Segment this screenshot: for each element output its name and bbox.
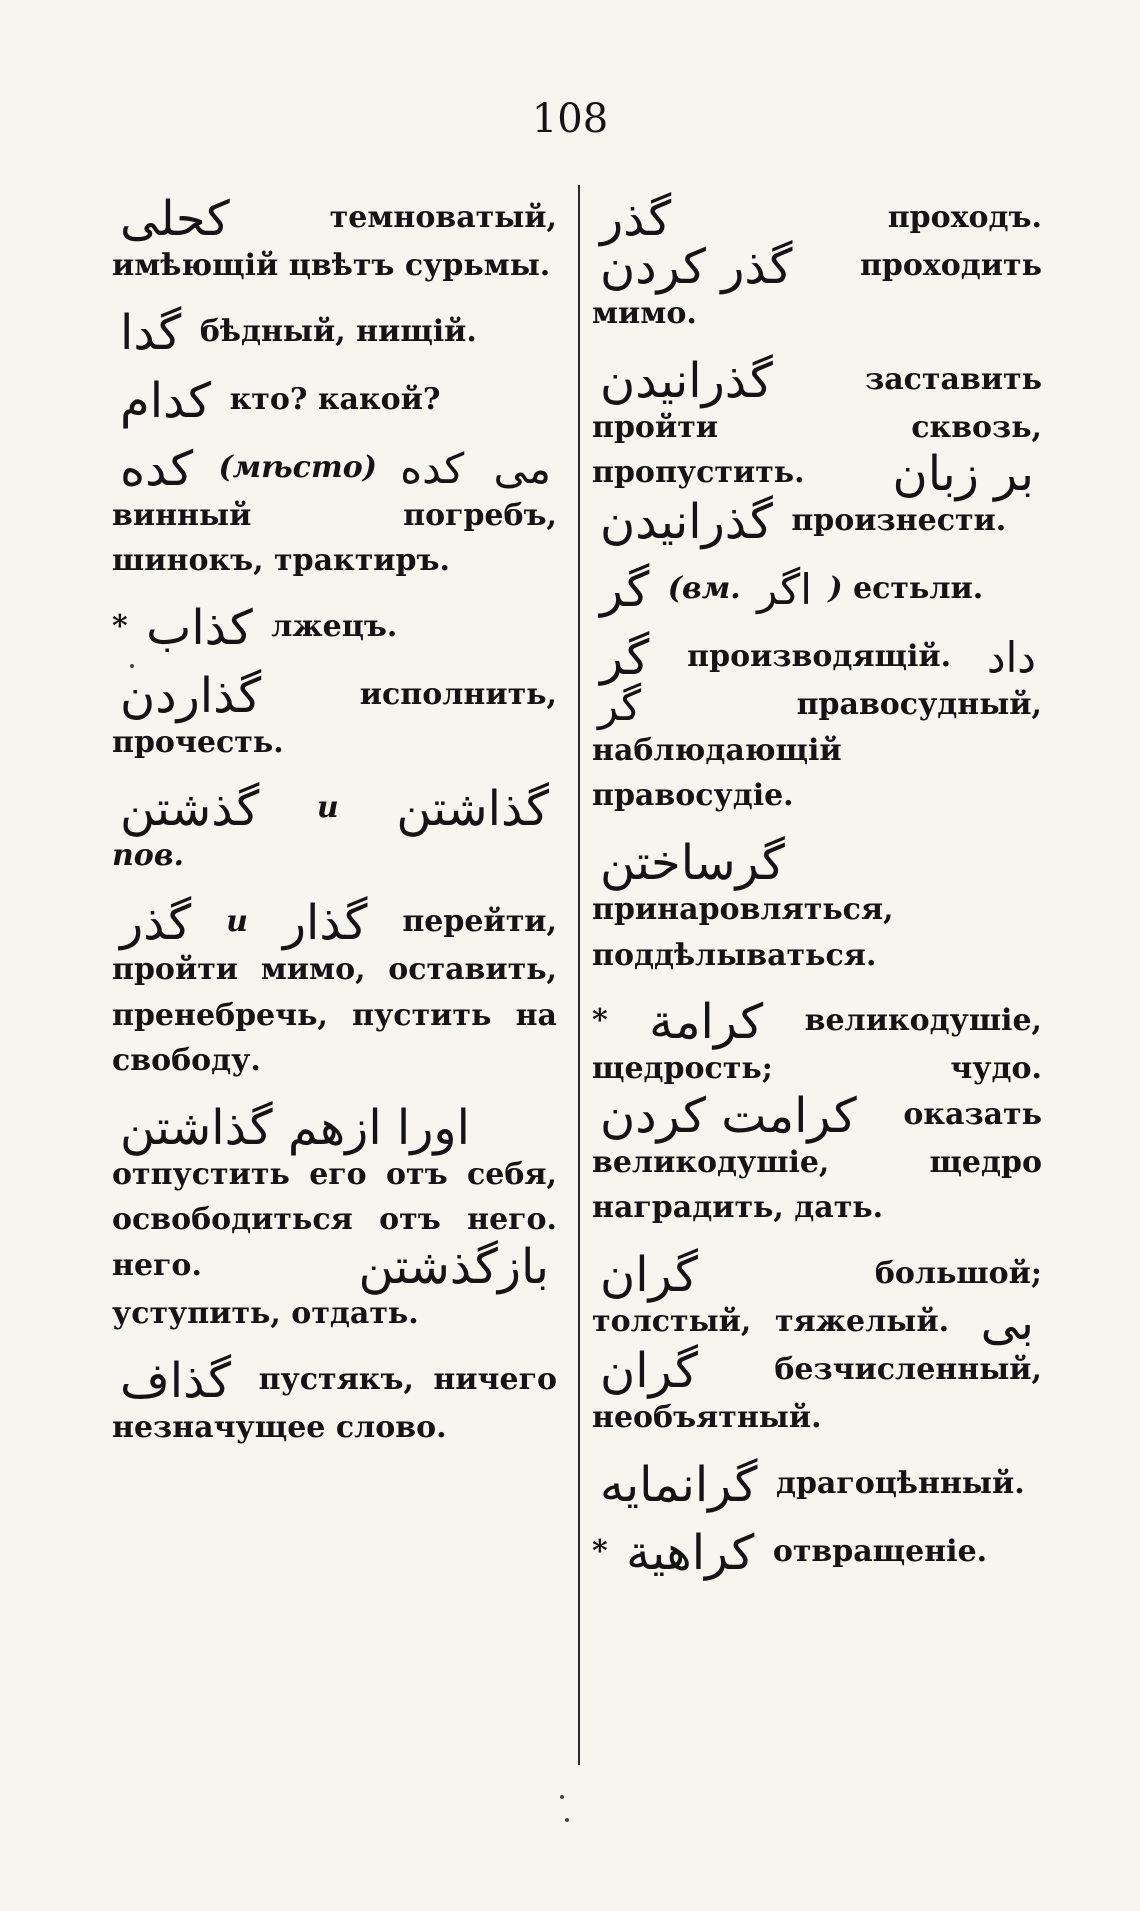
- headword-secondary: كده: [400, 443, 465, 493]
- entry-karahiya: [592, 1524, 1042, 1581]
- headword: گذر: [600, 191, 672, 247]
- star-mark: *: [592, 1533, 608, 1569]
- entry-gozashtan: [112, 781, 557, 879]
- headword: گذشتن: [120, 781, 260, 838]
- definition: пустякъ, ничего незначущее слово.: [112, 1361, 557, 1445]
- headword-secondary: بر زبان: [892, 446, 1034, 503]
- entry-gozardan: [112, 667, 557, 766]
- star-mark: *: [592, 1003, 608, 1039]
- definition: отвращеніе.: [772, 1533, 988, 1569]
- definition-secondary: уступить, отдать.: [112, 1295, 419, 1331]
- definition: бѣдный, нищій.: [199, 313, 477, 349]
- headword: كرامة: [649, 994, 764, 1051]
- headword-tertiary: گذرانيدن: [600, 494, 773, 551]
- headword-secondary: كرامت كردن: [600, 1087, 857, 1144]
- headword: گدا: [120, 304, 182, 361]
- usage-note: пов.: [112, 838, 184, 874]
- headword-secondary: گذار: [282, 894, 368, 951]
- headword: گر: [600, 562, 650, 619]
- entry-gar: [592, 562, 1042, 619]
- definition: заставить пройти сквозь, пропустить.: [592, 361, 1042, 491]
- headword-secondary: بازگذشتن: [358, 1238, 549, 1295]
- headword: گذاردن: [120, 667, 262, 724]
- headword: كحلى: [120, 191, 230, 247]
- headword: گرانمايه: [600, 1456, 758, 1513]
- definition: темноватый, имѣющій цвѣтъ сурьмы.: [112, 200, 557, 283]
- headword-secondary: بى: [980, 1294, 1034, 1351]
- headword-tertiary: گران: [600, 1342, 698, 1399]
- headword-tertiary: گر: [598, 681, 642, 731]
- entry-geranmaye: [592, 1456, 1042, 1513]
- headword: گر: [600, 630, 650, 687]
- headword: گرساختن: [600, 834, 785, 891]
- left-column: [112, 191, 557, 1470]
- page-number: 108: [531, 96, 609, 142]
- entry-garsakhtan: [592, 834, 1042, 978]
- entry-kohli: [112, 191, 557, 289]
- right-column: [592, 191, 1042, 1597]
- definition: лжецъ.: [271, 608, 398, 644]
- definition-secondary: произнести.: [791, 503, 1007, 539]
- star-mark: *: [112, 608, 128, 644]
- usage-note: (вм.: [667, 571, 741, 607]
- usage-note: (мѣсто): [218, 449, 377, 485]
- definition: винный погребъ, шинокъ, трактиръ.: [112, 497, 557, 579]
- entry-gozar-r: [592, 191, 1042, 337]
- headword-secondary: اگر: [757, 565, 812, 615]
- headword: گذرانيدن: [600, 352, 773, 409]
- definition-secondary: безчисленный, необъятный.: [592, 1351, 1042, 1435]
- definition-secondary: правосудный, наблюдающій правосудіе.: [592, 687, 1042, 814]
- ink-speck: [130, 664, 134, 668]
- headword: گذر: [120, 894, 192, 951]
- headword: كراهية: [626, 1524, 755, 1581]
- definition: естьли.: [853, 571, 984, 607]
- headword: گران: [600, 1246, 698, 1303]
- headword: كذاب: [146, 599, 253, 656]
- definition: отпустить его отъ себя, освободиться отъ него.: [112, 1156, 557, 1238]
- entry-gar-suffix: [592, 630, 1042, 819]
- column-divider: [578, 185, 580, 1765]
- conjunction: и: [226, 903, 248, 939]
- headword-secondary: داد: [986, 633, 1036, 683]
- entry-ora-azham: [112, 1099, 557, 1337]
- headword-secondary: گذر كردن: [600, 239, 793, 295]
- entry-gozar: [112, 894, 557, 1084]
- definition-continued: него.: [112, 1247, 202, 1283]
- headword: گذاف: [120, 1352, 232, 1409]
- headword: اورا ازهم گذاشتن: [120, 1099, 470, 1156]
- headword-secondary: گذاشتن: [396, 781, 549, 838]
- entry-geda: [112, 304, 557, 361]
- entry-geran: [592, 1246, 1042, 1441]
- definition-secondary: проходить мимо.: [592, 248, 1042, 331]
- definition: драгоцѣнный.: [775, 1465, 1025, 1501]
- ink-speck: [560, 1795, 564, 1799]
- headword: كدام: [120, 372, 212, 429]
- definition: проходъ.: [887, 200, 1042, 235]
- entry-gozaf: [112, 1352, 557, 1451]
- entry-kade: [112, 440, 557, 584]
- ink-speck: [565, 1818, 569, 1822]
- definition: кто? какой?: [229, 381, 441, 417]
- headword: كده: [120, 440, 194, 497]
- headword-tertiary: مى: [493, 443, 551, 493]
- entry-kazzab: [112, 599, 557, 656]
- definition: перейти, пройти мимо, оставить, пренебречь, пустить на свободу.: [112, 903, 557, 1079]
- definition: принаровляться, поддѣлываться.: [592, 891, 894, 973]
- definition: исполнить, прочесть.: [112, 676, 557, 760]
- entry-karama: [592, 994, 1042, 1231]
- definition: большой; толстый, тяжелый.: [592, 1255, 1042, 1339]
- usage-note-close: ): [828, 571, 843, 607]
- entry-kodam: [112, 372, 557, 429]
- entry-gozaranidan: [592, 352, 1042, 551]
- definition-secondary: оказать великодушіе, щедро наградить, дать.: [592, 1096, 1042, 1226]
- conjunction: и: [316, 790, 339, 826]
- definition: великодушіе, щедрость; чудо.: [592, 1003, 1042, 1087]
- definition: производящій.: [687, 639, 952, 675]
